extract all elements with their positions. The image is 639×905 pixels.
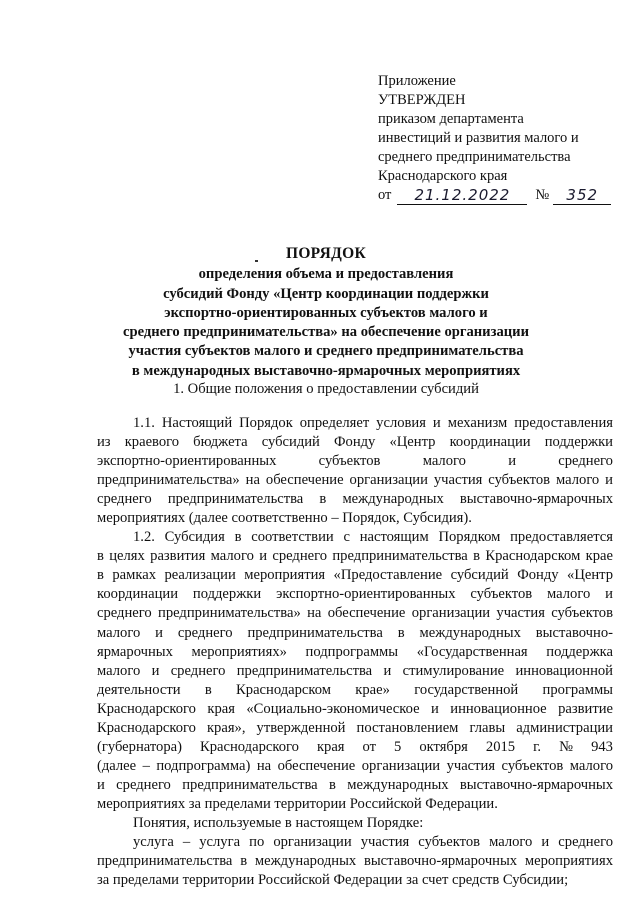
body-line: Краснодарского края», утвержденной постановлением главы администрации xyxy=(97,719,613,736)
body-line: ярмарочных мероприятиях» подпрограммы «Государственная поддержка xyxy=(97,643,613,660)
body-line: услуга – услуга по организации участия субъектов малого и среднего xyxy=(133,834,613,851)
body-line: среднего предпринимательства в международных выставочно-ярмарочных xyxy=(97,491,613,508)
body-line: мероприятиях (далее соответственно – Порядок, Субсидия). xyxy=(97,510,472,527)
appendix-label: Приложение xyxy=(378,73,456,89)
body-line: Понятия, используемые в настоящем Порядке: xyxy=(133,814,424,831)
approval-block xyxy=(378,72,618,205)
title-line: определения объема и предоставления xyxy=(198,266,454,283)
body-line: среднего предпринимательства» на обеспечение организации участия субъектов xyxy=(97,605,613,622)
body-line: малого и среднего предпринимательства и стимулирование инновационной xyxy=(97,662,613,679)
body-line: координации поддержки экспортно-ориентированных субъектов малого и xyxy=(97,586,613,603)
body-line: Краснодарского края «Социально-экономическое и инновационное развитие xyxy=(97,700,613,717)
body-line: в целях развития малого и среднего предпринимательства в Краснодарском крае xyxy=(97,548,613,565)
body-line: деятельности в Краснодарском крае» государственной программы xyxy=(97,681,613,698)
title-line: экспортно-ориентированных субъектов малого и xyxy=(164,304,488,321)
body-line: предпринимательства в международных выставочно-ярмарочных мероприятиях xyxy=(97,853,613,870)
handwritten-date: 21.12.2022 xyxy=(397,187,527,205)
body-line: (далее – подпрограмма) на обеспечение организации участия субъектов малого xyxy=(97,757,613,774)
body-line: экспортно-ориентированных субъектов малого и среднего xyxy=(97,453,613,470)
date-prefix: от xyxy=(378,187,392,203)
date-number-row xyxy=(378,186,618,205)
body-line: 1.1. Настоящий Порядок определяет условия и механизм предоставления xyxy=(133,415,613,431)
body-line: за пределами территории Российской Федерации за счет средств Субсидии; xyxy=(97,872,569,889)
title-line: участия субъектов малого и среднего предпринимательства xyxy=(128,343,524,360)
body-line: 1.2. Субсидия в соответствии с настоящим Порядком предоставляется xyxy=(133,529,613,546)
body-text xyxy=(97,414,613,890)
body-line: из краевого бюджета субсидий Фонду «Центр координации поддержки xyxy=(97,434,613,451)
body-line: мероприятиях за пределами территории Российской Федерации. xyxy=(97,795,498,812)
title-main: ПОРЯДОК xyxy=(285,245,367,262)
approved-label: УТВЕРЖДЕН xyxy=(378,92,466,108)
body-line: (губернатора) Краснодарского края от 5 октября 2015 г. № 943 xyxy=(97,738,613,755)
number-label: № xyxy=(535,187,550,203)
section-heading: 1. Общие положения о предоставлении субсидий xyxy=(173,381,479,397)
body-line: и среднего предпринимательства в международных выставочно-ярмарочных xyxy=(97,776,613,793)
order-line: среднего предпринимательства xyxy=(378,149,571,165)
handwritten-number: 352 xyxy=(553,187,611,205)
order-line: инвестиций и развития малого и xyxy=(378,130,579,146)
document-title xyxy=(60,244,592,381)
body-line: малого и среднего предпринимательства в международных выставочно- xyxy=(97,624,613,641)
title-line: в международных выставочно-ярмарочных мероприятиях xyxy=(131,362,521,379)
order-line: приказом департамента xyxy=(378,111,524,127)
title-line: субсидий Фонду «Центр координации поддержки xyxy=(163,285,489,302)
body-line: предпринимательства» на обеспечение организации участия субъектов малого и xyxy=(97,472,613,489)
title-line: среднего предпринимательства» на обеспечение организации xyxy=(123,324,529,341)
body-line: в рамках реализации мероприятия «Предоставление субсидий Фонду «Центр xyxy=(97,567,613,584)
order-line: Краснодарского края xyxy=(378,168,508,184)
